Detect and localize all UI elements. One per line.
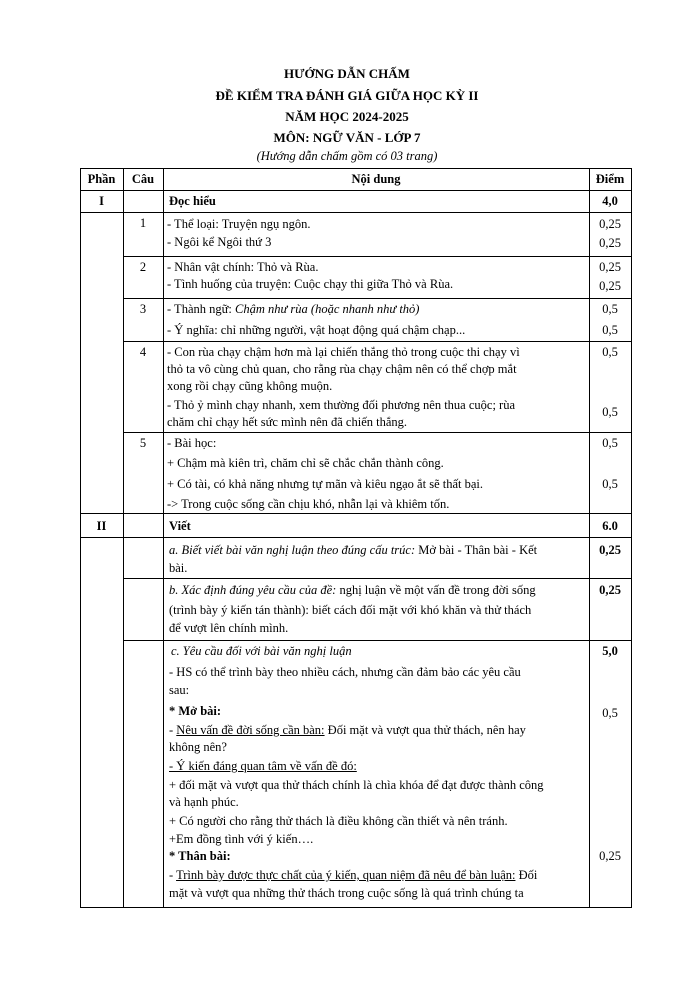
- doc-title-line1: HƯỚNG DẪN CHẤM: [284, 66, 410, 81]
- score-value: 0,5: [602, 436, 618, 450]
- doc-title-line4: MÔN: NGỮ VĂN - LỚP 7: [273, 130, 421, 145]
- answer-line: + Có tài, có khả năng nhưng tự mãn và kiêu ngạo ắt sẽ thất bại.: [167, 477, 484, 491]
- answer-line: chăm chỉ chạy hết sức mình nên đã chiến thắng.: [167, 415, 408, 429]
- score-value: 5,0: [602, 644, 618, 658]
- criteria-line: bài.: [169, 561, 188, 575]
- answer-line: - Tình huống của truyện: Cuộc chạy thi giữa Thỏ và Rùa.: [167, 277, 454, 291]
- score-value: 0,25: [599, 543, 621, 557]
- score-value: 0,25: [599, 583, 621, 597]
- col-header-cau: Câu: [131, 172, 155, 186]
- question-number: 2: [139, 260, 147, 274]
- answer-line: + Chậm mà kiên trì, chăm chỉ sẽ chắc chắn thành công.: [167, 456, 444, 470]
- answer-line: - Nhân vật chính: Thỏ và Rùa.: [167, 260, 319, 274]
- doc-title-line3: NĂM HỌC 2024-2025: [285, 109, 409, 124]
- score-value: 0,5: [602, 323, 618, 337]
- score-value: 0,25: [599, 279, 621, 293]
- criteria-line: không nên?: [169, 740, 227, 754]
- score-value: 0,5: [602, 345, 618, 359]
- criteria-line: - Trình bày được thực chất của ý kiến, quan niệm đã nêu để bàn luận: Đối: [169, 868, 538, 882]
- criteria-line: và hạnh phúc.: [169, 795, 239, 809]
- section-heading: * Mở bài:: [169, 704, 222, 718]
- criteria-title: c. Yêu cầu đối với bài văn nghị luận: [171, 644, 352, 658]
- criteria-line: a. Biết viết bài văn nghị luận theo đúng cấu trúc: Mở bài - Thân bài - Kết: [169, 543, 538, 557]
- question-number: 3: [139, 302, 147, 316]
- criteria-line: (trình bày ý kiến tán thành): biết cách đối mặt với khó khăn và thử thách: [169, 603, 532, 617]
- question-number: 5: [139, 436, 147, 450]
- answer-line: - Ngôi kể Ngôi thứ 3: [167, 235, 272, 249]
- criteria-line: sau:: [169, 683, 190, 697]
- score-value: 0,5: [602, 405, 618, 419]
- doc-title-line2: ĐỀ KIỂM TRA ĐÁNH GIÁ GIỮA HỌC KỲ II: [215, 88, 479, 103]
- part-number: II: [96, 519, 107, 533]
- col-header-noi-dung: Nội dung: [351, 172, 401, 186]
- answer-line: - Thỏ ỷ mình chạy nhanh, xem thường đối phương nên thua cuộc; rùa: [167, 398, 515, 412]
- criteria-line: +Em đồng tình với ý kiến….: [169, 832, 314, 846]
- score-value: 0,25: [599, 849, 621, 863]
- col-header-phan: Phần: [87, 172, 116, 186]
- criteria-line: mặt và vượt qua những thử thách trong cuộc sống là quá trình chúng ta: [169, 886, 524, 900]
- score-value: 0,25: [599, 260, 621, 274]
- score-value: 0,25: [599, 217, 621, 231]
- score-value: 0,25: [599, 236, 621, 250]
- criteria-line: để vượt lên chính mình.: [169, 621, 289, 635]
- criteria-line: b. Xác định đúng yêu cầu của đề: nghị luận về một vấn đề trong đời sống: [169, 583, 536, 597]
- score-value: 0,5: [602, 477, 618, 491]
- part-number: I: [99, 194, 104, 208]
- doc-page-note: (Hướng dẫn chấm gồm có 03 trang): [256, 149, 438, 163]
- answer-line: - Bài học:: [167, 436, 217, 450]
- answer-line: xong rồi chạy cũng không muộn.: [167, 379, 333, 393]
- criteria-line: - HS có thể trình bày theo nhiều cách, nhưng cần đảm bảo các yêu cầu: [169, 665, 521, 679]
- answer-line: -> Trong cuộc sống cần chịu khó, nhẫn lại và khiêm tốn.: [167, 497, 450, 511]
- criteria-line: + đối mặt và vượt qua thử thách chính là chìa khóa để đạt được thành công: [169, 778, 544, 792]
- answer-line: - Thành ngữ: Chậm như rùa (hoặc nhanh như thỏ): [167, 302, 420, 316]
- part-title: Viết: [169, 519, 191, 533]
- question-number: 4: [139, 345, 147, 359]
- criteria-line: - Ý kiến đáng quan tâm về vấn đề đó:: [169, 759, 357, 773]
- score-value: 0,5: [602, 706, 618, 720]
- score-value: 0,5: [602, 302, 618, 316]
- answer-line: - Con rùa chạy chậm hơn mà lại chiến thắng thỏ trong cuộc thi chạy vì: [167, 345, 520, 359]
- part-title: Đọc hiểu: [169, 194, 216, 208]
- criteria-line: + Có người cho rằng thử thách là điều không cần thiết và nên tránh.: [169, 814, 508, 828]
- criteria-line: - Nêu vấn đề đời sống cần bàn: Đối mặt và vượt qua thử thách, nên hay: [169, 723, 526, 737]
- answer-line: - Thể loại: Truyện ngụ ngôn.: [167, 217, 311, 231]
- question-number: 1: [139, 216, 147, 230]
- answer-line: thỏ ta vô cùng chủ quan, cho rằng rùa chạy chậm nên có thể chợp mắt: [167, 362, 517, 376]
- answer-line: - Ý nghĩa: chỉ những người, vật hoạt động quá chậm chạp...: [167, 323, 466, 337]
- part-score: 4,0: [602, 194, 618, 208]
- part-score: 6.0: [602, 519, 618, 533]
- col-header-diem: Điểm: [595, 172, 625, 186]
- section-heading: * Thân bài:: [169, 849, 231, 863]
